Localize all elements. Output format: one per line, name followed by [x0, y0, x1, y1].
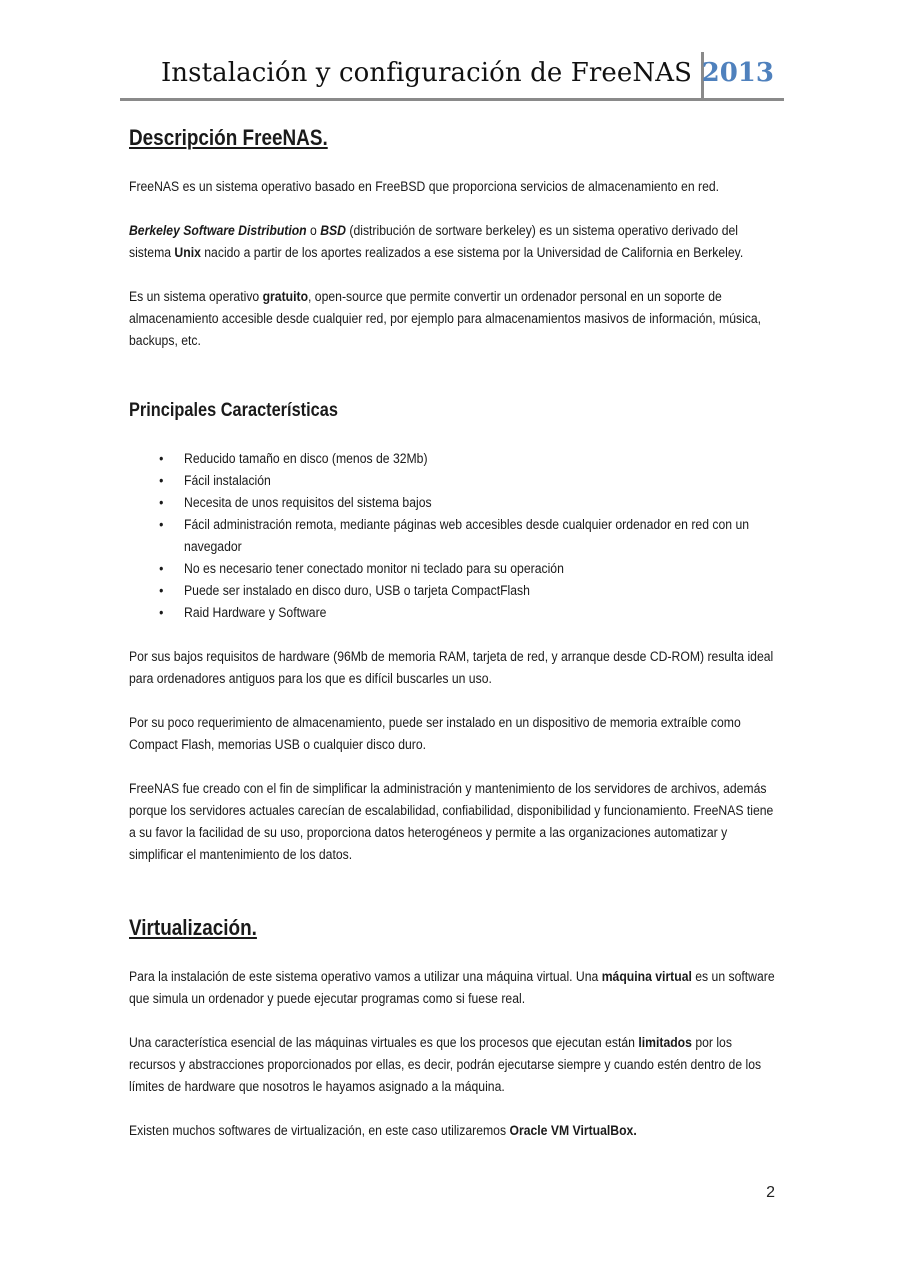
paragraph-limitados: Una característica esencial de las máquinas virtuales es que los procesos que ejecutan están limitados por los recursos y abstracciones proporcionados por ellas, es decir, podrán ejecutarse siempre y cuando estén dentro de los límites de hardware que nosotros le hayamos asignado a la máquina.: [129, 1035, 762, 1095]
paragraph-freenas-origen: FreeNAS fue creado con el fin de simplificar la administración y mantenimiento de los servidores de archivos, además porque los servidores actuales carecían de escalabilidad, confiabilidad, disponibilidad y funcionamiento. FreeNAS tiene a su favor la facilidad de su uso, proporciona datos heterogéneos y permite a las organizaciones automatizar y simplificar el mantenimiento de los datos.: [129, 781, 774, 863]
bullet-icon: •: [159, 451, 164, 467]
term-unix: Unix: [174, 245, 201, 261]
bullet-icon: •: [159, 583, 164, 599]
paragraph-maquina-virtual: Para la instalación de este sistema operativo vamos a utilizar una máquina virtual. Una máquina virtual es un software que simula un ordenador y puede ejecutar programas como si fuese real.: [129, 969, 775, 1007]
term-virtualbox: Oracle VM VirtualBox.: [509, 1123, 637, 1139]
term-gratuito: gratuito: [262, 289, 309, 305]
header-title: Instalación y configuración de FreeNAS: [160, 58, 692, 88]
bullet-icon: •: [159, 561, 164, 577]
term-maquina-virtual: máquina virtual: [601, 969, 692, 985]
term-bsd: BSD: [320, 223, 346, 239]
term-limitados: limitados: [638, 1035, 692, 1051]
paragraph-virtualbox: Existen muchos softwares de virtualización, en este caso utilizaremos Oracle VM VirtualBox.: [129, 1123, 637, 1139]
list-item: • Fácil administración remota, mediante páginas web accesibles desde cualquier ordenador en red con un navegador: [129, 514, 777, 558]
term-berkeley: Berkeley Software Distribution: [129, 223, 307, 239]
document-body: [129, 120, 775, 1142]
paragraph-requisitos: Por sus bajos requisitos de hardware (96Mb de memoria RAM, tarjeta de red, y arranque desde CD-ROM) resulta ideal para ordenadores antiguos para los que es difícil buscarles un uso.: [129, 649, 774, 687]
heading-caracteristicas: Principales Características: [129, 400, 338, 421]
header-year: 2013: [701, 58, 774, 88]
list-item: • No es necesario tener conectado monitor ni teclado para su operación: [129, 558, 777, 580]
list-item: • Fácil instalación: [129, 470, 777, 492]
heading-descripcion: Descripción FreeNAS.: [129, 125, 328, 150]
list-item: • Puede ser instalado en disco duro, USB o tarjeta CompactFlash: [129, 580, 777, 602]
bullet-icon: •: [159, 517, 164, 533]
bullet-icon: •: [159, 605, 164, 621]
list-item: • Necesita de unos requisitos del sistema bajos: [129, 492, 777, 514]
page-header: [120, 52, 784, 101]
paragraph-bsd: Berkeley Software Distribution o BSD (distribución de sortware berkeley) es un sistema operativo derivado del sistema Unix nacido a partir de los aportes realizados a ese sistema por la Universidad de California en Berkeley.: [129, 223, 744, 261]
page-number: 2: [766, 1184, 775, 1201]
paragraph-gratuito: Es un sistema operativo gratuito, open-source que permite convertir un ordenador personal en un soporte de almacenamiento accesible desde cualquier red, por ejemplo para almacenamientos masivos de información, música, backups, etc.: [129, 289, 762, 349]
bullet-icon: •: [159, 473, 164, 489]
features-list: [129, 448, 777, 624]
paragraph-almacenamiento: Por su poco requerimiento de almacenamiento, puede ser instalado en un dispositivo de memoria extraíble como Compact Flash, memorias USB o cualquier disco duro.: [129, 715, 741, 753]
paragraph-intro: FreeNAS es un sistema operativo basado en FreeBSD que proporciona servicios de almacenamiento en red.: [129, 179, 720, 195]
list-item: • Reducido tamaño en disco (menos de 32Mb): [129, 448, 777, 470]
list-item: • Raid Hardware y Software: [129, 602, 777, 624]
bullet-icon: •: [159, 495, 164, 511]
heading-virtualizacion: Virtualización.: [129, 915, 257, 940]
